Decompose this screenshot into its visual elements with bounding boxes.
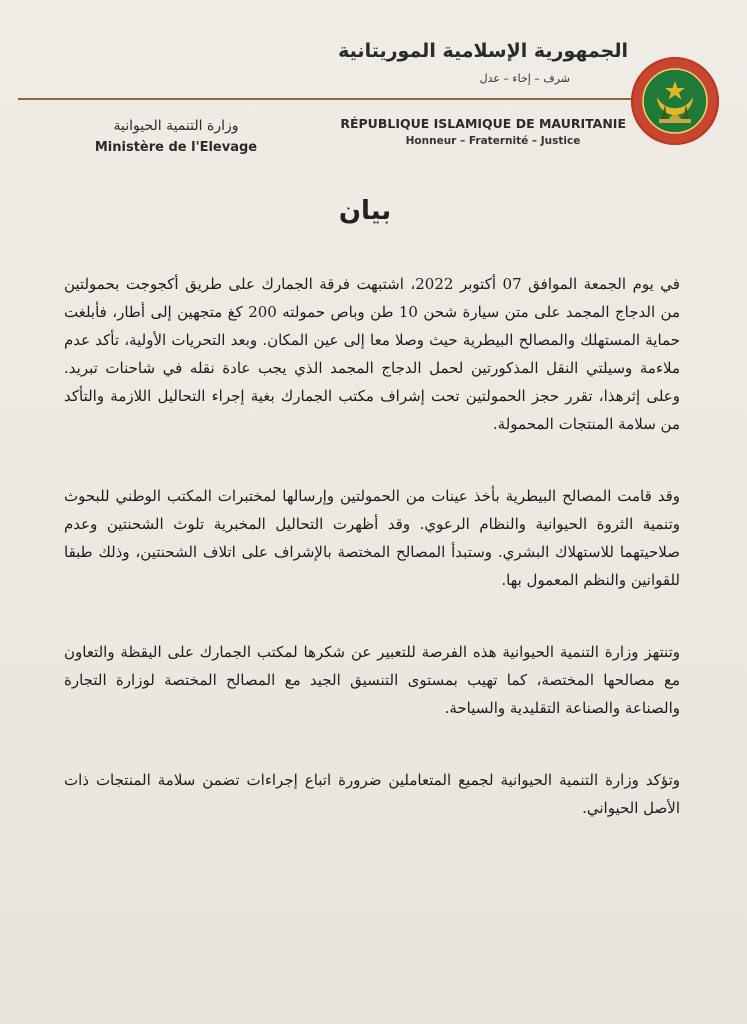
ministry-name-french: Ministère de l'Elevage [94,140,258,155]
mauritania-seal-icon [631,57,719,145]
statement-body [64,270,680,822]
statement-title: بيان [338,196,392,226]
country-motto-arabic: شرف – إخاء – عدل [479,72,570,85]
paragraph-4: وتؤكد وزارة التنمية الحيوانية لجميع المتعاملين ضرورة اتباع إجراءات تضمن سلامة المنتجات ذات الأصل الحيواني. [64,771,680,817]
paragraph-3: وتنتهز وزارة التنمية الحيوانية هذه الفرصة للتعبير عن شكرها لمكتب الجمارك على اليقظة والتعاون مع مصالحها المختصة، كما تهيب بمستوى التنسيق الجيد مع المصالح المختصة لوزارة التجارة والصناعة والصناعة التقليدية والسياحة. [64,643,680,717]
country-name-french: RÉPUBLIQUE ISLAMIQUE DE MAURITANIE [340,116,626,131]
header-divider [18,98,631,100]
paragraph-2: وقد قامت المصالح البيطرية بأخذ عينات من الحمولتين وإرسالها لمختبرات المكتب الوطني للبحوث وتنمية الثروة الحيوانية والنظام الرعوي. وقد أظهرت التحاليل المخبرية تلوث الشحنتين وعدم صلاحيتهما للاستهلاك البشري. وستبدأ المصالح المختصة بالإشراف على اتلاف الشحنتين، وذلك طبقا للقوانين والنظم المعمول بها. [64,487,680,589]
ministry-name-arabic: وزارة التنمية الحيوانية [113,118,239,134]
paragraph-1: في يوم الجمعة الموافق 07 أكتوبر 2022، اشتبهت فرقة الجمارك على طريق أكجوجت بحمولتين من الدجاج المجمد على متن سيارة شحن 10 طن وباص حمولته 200 كغ متجهين إلى أطار، فأبلغت حماية المستهلك والمصالح البيطرية حيث وصلا معا إلى عين المكان. وبعد التحريات الأولية، تأكد عدم ملاءمة وسيلتي النقل المذكورتين لحمل الدجاج المجمد الذي يجب عادة نقله في شاحنات تبريد. وعلى إثرهذا، تقرر حجز الحمولتين تحت إشراف مكتب الجمارك بغية إجراء التحاليل اللازمة والتأكد من سلامة المنتجات المحمولة. [64,275,680,433]
country-name-arabic: الجمهورية الإسلامية الموريتانية [338,40,628,62]
country-motto-french: Honneur – Fraternité – Justice [405,135,581,147]
